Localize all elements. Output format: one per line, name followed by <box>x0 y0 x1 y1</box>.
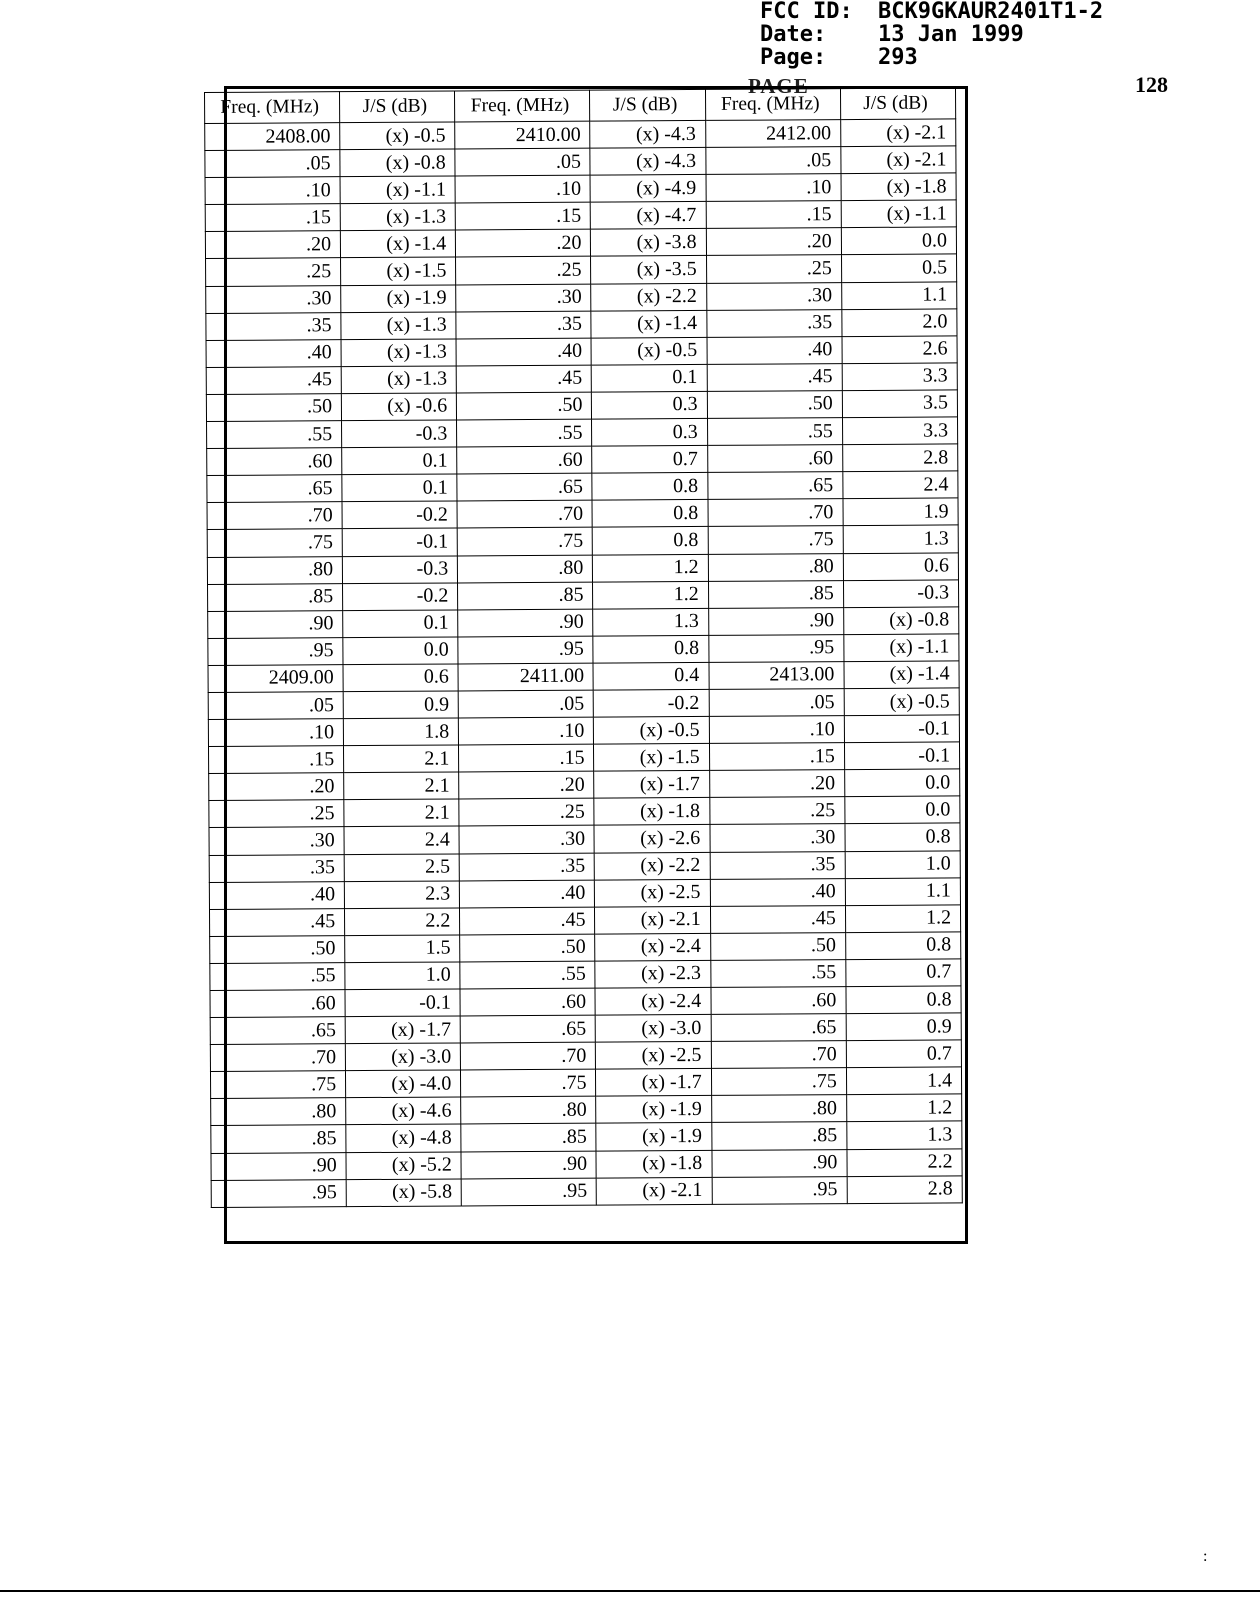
freq-cell: .25 <box>459 798 594 826</box>
freq-cell: .80 <box>458 555 593 583</box>
js-cell: (x) -1.3 <box>340 203 455 231</box>
freq-cell: .85 <box>708 580 843 608</box>
freq-cell: .55 <box>460 961 595 989</box>
freq-cell: 2411.00 <box>458 663 593 691</box>
bottom-rule <box>0 1590 1260 1592</box>
freq-cell: .30 <box>710 824 845 852</box>
freq-cell: .50 <box>210 935 345 963</box>
freq-cell: .40 <box>206 339 341 367</box>
freq-cell: .30 <box>459 826 594 854</box>
js-cell: 0.7 <box>846 959 961 987</box>
js-cell: 0.1 <box>342 447 457 475</box>
js-cell: 0.1 <box>592 364 707 392</box>
js-cell: (x) -4.3 <box>590 148 705 176</box>
freq-cell: .15 <box>208 746 343 774</box>
js-cell: (x) -2.1 <box>840 119 955 147</box>
freq-cell: .45 <box>710 905 845 933</box>
js-cell: (x) -1.1 <box>340 176 455 204</box>
js-cell: -0.2 <box>594 689 709 717</box>
freq-cell: .20 <box>209 773 344 801</box>
freq-cell: .55 <box>707 418 842 446</box>
freq-cell: .15 <box>706 201 841 229</box>
js-cell: (x) -1.4 <box>844 661 959 689</box>
freq-cell: .45 <box>209 908 344 936</box>
freq-cell: .65 <box>460 1015 595 1043</box>
freq-cell: .50 <box>457 392 592 420</box>
table-body <box>205 119 963 1207</box>
js-cell: (x) -2.2 <box>591 283 706 311</box>
js-cell: 0.8 <box>846 986 961 1014</box>
js-cell: (x) -1.8 <box>841 173 956 201</box>
freq-cell: .15 <box>709 743 844 771</box>
js-cell: -0.2 <box>342 501 457 529</box>
js-cell: (x) -3.0 <box>345 1043 460 1071</box>
fcc-id-row <box>760 0 1103 23</box>
freq-cell: .75 <box>461 1069 596 1097</box>
js-cell: 2.5 <box>344 853 459 881</box>
js-cell: 0.9 <box>846 1013 961 1041</box>
freq-cell: .50 <box>460 934 595 962</box>
freq-cell: .85 <box>711 1122 846 1150</box>
freq-cell: .95 <box>712 1176 847 1204</box>
js-cell: -0.1 <box>844 742 959 770</box>
js-frequency-table <box>204 87 963 1207</box>
freq-cell: .95 <box>461 1178 596 1206</box>
js-cell: -0.1 <box>844 715 959 743</box>
freq-cell: .80 <box>711 1095 846 1123</box>
freq-cell: .95 <box>211 1179 346 1207</box>
freq-cell: .95 <box>458 636 593 664</box>
js-cell: 0.5 <box>841 254 956 282</box>
table-header-row <box>205 88 956 124</box>
js-cell: 0.0 <box>343 637 458 665</box>
js-cell: 0.8 <box>593 635 708 663</box>
js-cell: 0.8 <box>593 527 708 555</box>
page-row <box>760 46 1103 69</box>
js-cell: (x) -2.3 <box>595 960 710 988</box>
column-header: J/S (dB) <box>590 89 705 121</box>
js-cell: 0.8 <box>845 823 960 851</box>
freq-cell: .45 <box>460 907 595 935</box>
js-cell: 1.4 <box>846 1067 961 1095</box>
page-value: 293 <box>878 45 918 70</box>
js-cell: 0.6 <box>343 664 458 692</box>
freq-cell: .30 <box>209 827 344 855</box>
js-cell: 0.1 <box>342 474 457 502</box>
js-cell: (x) -0.5 <box>591 337 706 365</box>
js-cell: 0.1 <box>343 610 458 638</box>
js-cell: 0.7 <box>846 1040 961 1068</box>
freq-cell: .80 <box>708 553 843 581</box>
js-cell: (x) -1.3 <box>341 312 456 340</box>
freq-cell: .45 <box>456 365 591 393</box>
js-cell: (x) -2.5 <box>595 879 710 907</box>
js-cell: (x) -2.1 <box>841 146 956 174</box>
freq-cell: .10 <box>459 717 594 745</box>
js-cell: 0.7 <box>592 446 707 474</box>
js-cell: (x) -1.5 <box>594 744 709 772</box>
fcc-id-label: FCC ID: <box>760 0 853 24</box>
freq-cell: .45 <box>206 367 341 395</box>
js-cell: 0.4 <box>593 662 708 690</box>
js-cell: (x) -3.5 <box>591 256 706 284</box>
js-cell: 2.8 <box>842 444 957 472</box>
freq-cell: .20 <box>205 231 340 259</box>
js-cell: 3.3 <box>842 363 957 391</box>
freq-cell: .50 <box>707 391 842 419</box>
freq-cell: .30 <box>456 284 591 312</box>
freq-cell: .25 <box>456 257 591 285</box>
js-cell: (x) -0.8 <box>340 149 455 177</box>
freq-cell: .35 <box>459 853 594 881</box>
freq-cell: .70 <box>461 1042 596 1070</box>
freq-cell: .35 <box>710 851 845 879</box>
js-cell: (x) -2.1 <box>595 906 710 934</box>
js-cell: (x) -5.8 <box>346 1179 461 1207</box>
freq-cell: 2412.00 <box>705 120 840 148</box>
js-cell: 2.0 <box>842 309 957 337</box>
freq-cell: .95 <box>708 634 843 662</box>
freq-cell: .40 <box>710 878 845 906</box>
page-stamp: PAGE <box>748 74 809 98</box>
js-cell: 1.8 <box>344 718 459 746</box>
freq-cell: 2409.00 <box>208 665 343 693</box>
freq-cell: .65 <box>207 475 342 503</box>
js-cell: (x) -1.9 <box>596 1123 711 1151</box>
freq-cell: .65 <box>210 1017 345 1045</box>
js-cell: (x) -4.9 <box>591 175 706 203</box>
js-cell: 0.8 <box>592 473 707 501</box>
page-label: Page: <box>760 45 827 70</box>
js-cell: 1.1 <box>841 281 956 309</box>
js-cell: (x) -1.9 <box>341 285 456 313</box>
freq-cell: .15 <box>455 202 590 230</box>
freq-cell: .75 <box>711 1068 846 1096</box>
column-header: J/S (dB) <box>840 88 955 120</box>
freq-cell: .60 <box>460 988 595 1016</box>
js-cell: -0.3 <box>342 420 457 448</box>
js-cell: (x) -0.8 <box>843 607 958 635</box>
freq-cell: .05 <box>205 150 340 178</box>
js-cell: 1.1 <box>845 878 960 906</box>
freq-cell: .15 <box>205 204 340 232</box>
freq-cell: .20 <box>456 230 591 258</box>
freq-cell: .35 <box>706 309 841 337</box>
js-cell: 1.2 <box>593 554 708 582</box>
js-cell: 1.0 <box>845 850 960 878</box>
freq-cell: .75 <box>457 528 592 556</box>
js-cell: 1.9 <box>843 498 958 526</box>
js-cell: (x) -1.7 <box>596 1069 711 1097</box>
freq-cell: .50 <box>710 932 845 960</box>
js-cell: 0.0 <box>841 227 956 255</box>
fcc-id-value: BCK9GKAUR2401T1-2 <box>878 0 1104 24</box>
freq-cell: .45 <box>707 363 842 391</box>
js-cell: 0.8 <box>845 932 960 960</box>
js-cell: 0.3 <box>592 418 707 446</box>
page-number: 128 <box>1135 72 1168 97</box>
freq-cell: .80 <box>207 556 342 584</box>
js-cell: 2.1 <box>344 799 459 827</box>
freq-cell: .30 <box>706 282 841 310</box>
freq-cell: 2410.00 <box>455 121 590 149</box>
freq-cell: .75 <box>207 529 342 557</box>
freq-cell: .60 <box>210 990 345 1018</box>
js-cell: 1.3 <box>843 525 958 553</box>
freq-cell: .95 <box>208 637 343 665</box>
js-cell: 0.9 <box>343 691 458 719</box>
column-header: Freq. (MHz) <box>455 90 590 122</box>
js-cell: 2.1 <box>344 772 459 800</box>
js-cell: (x) -2.2 <box>595 852 710 880</box>
freq-cell: .15 <box>459 744 594 772</box>
js-cell: (x) -1.4 <box>341 230 456 258</box>
js-cell: (x) -0.5 <box>340 122 455 150</box>
freq-cell: .55 <box>710 960 845 988</box>
js-cell: 0.3 <box>592 391 707 419</box>
js-cell: (x) -2.1 <box>597 1177 712 1205</box>
freq-cell: .70 <box>711 1041 846 1069</box>
js-cell: 1.2 <box>845 905 960 933</box>
freq-cell: .90 <box>708 607 843 635</box>
freq-cell: .40 <box>209 881 344 909</box>
freq-cell: .40 <box>456 338 591 366</box>
js-cell: 1.2 <box>846 1094 961 1122</box>
js-cell: (x) -1.1 <box>841 200 956 228</box>
freq-cell: .85 <box>211 1125 346 1153</box>
date-value: 13 Jan 1999 <box>878 22 1024 47</box>
js-cell: -0.3 <box>343 555 458 583</box>
js-cell: (x) -2.6 <box>594 825 709 853</box>
freq-cell: .20 <box>706 228 841 256</box>
js-cell: (x) -4.0 <box>346 1070 461 1098</box>
js-cell: (x) -0.5 <box>594 716 709 744</box>
js-cell: (x) -4.3 <box>590 120 705 148</box>
freq-cell: .35 <box>206 312 341 340</box>
freq-cell: .30 <box>206 285 341 313</box>
js-cell: -0.3 <box>843 579 958 607</box>
freq-cell: .05 <box>705 147 840 175</box>
js-cell: 2.8 <box>847 1176 962 1204</box>
freq-cell: .75 <box>708 526 843 554</box>
js-cell: 2.2 <box>847 1148 962 1176</box>
scan-mark: : <box>1203 1548 1208 1565</box>
js-cell: 0.6 <box>843 552 958 580</box>
freq-cell: .75 <box>210 1071 345 1099</box>
js-cell: 0.8 <box>592 500 707 528</box>
freq-cell: .10 <box>455 175 590 203</box>
js-cell: (x) -4.7 <box>591 202 706 230</box>
js-cell: -0.1 <box>345 989 460 1017</box>
freq-cell: .70 <box>210 1044 345 1072</box>
freq-cell: .50 <box>206 394 341 422</box>
freq-cell: .90 <box>211 1152 346 1180</box>
js-cell: (x) -2.4 <box>595 933 710 961</box>
js-cell: 0.0 <box>845 796 960 824</box>
js-cell: (x) -1.1 <box>844 634 959 662</box>
js-cell: (x) -1.3 <box>341 366 456 394</box>
js-cell: (x) -2.4 <box>595 987 710 1015</box>
js-cell: (x) -1.9 <box>596 1096 711 1124</box>
freq-cell: .90 <box>461 1151 596 1179</box>
freq-cell: .65 <box>457 473 592 501</box>
freq-cell: .05 <box>455 148 590 176</box>
js-cell: 0.0 <box>844 769 959 797</box>
freq-cell: .25 <box>709 797 844 825</box>
freq-cell: .10 <box>709 716 844 744</box>
js-cell: 2.6 <box>842 336 957 364</box>
js-cell: (x) -5.2 <box>346 1152 461 1180</box>
freq-cell: .25 <box>209 800 344 828</box>
freq-cell: .80 <box>211 1098 346 1126</box>
table-row <box>211 1176 962 1208</box>
freq-cell: .80 <box>461 1096 596 1124</box>
freq-cell: .65 <box>711 1014 846 1042</box>
freq-cell: .05 <box>458 690 593 718</box>
js-cell: (x) -1.7 <box>345 1016 460 1044</box>
freq-cell: .10 <box>205 177 340 205</box>
freq-cell: .85 <box>461 1124 596 1152</box>
freq-cell: .25 <box>206 258 341 286</box>
freq-cell: .85 <box>208 583 343 611</box>
js-cell: 1.0 <box>345 962 460 990</box>
freq-cell: .35 <box>456 311 591 339</box>
freq-cell: .40 <box>460 880 595 908</box>
freq-cell: .20 <box>709 770 844 798</box>
js-cell: 1.2 <box>593 581 708 609</box>
js-cell: (x) -4.8 <box>346 1124 461 1152</box>
freq-cell: 2408.00 <box>205 123 340 151</box>
freq-cell: .40 <box>707 336 842 364</box>
js-cell: 3.3 <box>842 417 957 445</box>
freq-cell: .25 <box>706 255 841 283</box>
js-cell: 1.3 <box>847 1121 962 1149</box>
js-cell: (x) -1.5 <box>341 257 456 285</box>
freq-cell: .90 <box>208 610 343 638</box>
js-cell: (x) -3.0 <box>596 1015 711 1043</box>
freq-cell: .05 <box>709 689 844 717</box>
freq-cell: .60 <box>457 446 592 474</box>
freq-cell: 2413.00 <box>709 661 844 689</box>
column-header: Freq. (MHz) <box>705 89 840 121</box>
freq-cell: .85 <box>458 582 593 610</box>
js-cell: (x) -2.5 <box>596 1042 711 1070</box>
js-cell: (x) -1.3 <box>341 339 456 367</box>
freq-cell: .70 <box>457 500 592 528</box>
freq-cell: .55 <box>210 963 345 991</box>
js-cell: -0.2 <box>343 583 458 611</box>
freq-cell: .55 <box>207 421 342 449</box>
freq-cell: .70 <box>207 502 342 530</box>
freq-cell: .35 <box>209 854 344 882</box>
freq-cell: .60 <box>707 445 842 473</box>
js-cell: (x) -1.7 <box>594 771 709 799</box>
js-cell: (x) -3.8 <box>591 229 706 257</box>
js-cell: (x) -1.8 <box>594 798 709 826</box>
freq-cell: .90 <box>458 609 593 637</box>
js-cell: 2.1 <box>344 745 459 773</box>
freq-cell: .60 <box>711 987 846 1015</box>
freq-cell: .10 <box>208 719 343 747</box>
js-cell: (x) -4.6 <box>346 1097 461 1125</box>
js-cell: 1.3 <box>593 608 708 636</box>
js-cell: 3.5 <box>842 390 957 418</box>
js-cell: 2.4 <box>843 471 958 499</box>
freq-cell: .65 <box>707 472 842 500</box>
js-cell: 2.3 <box>344 881 459 909</box>
fcc-header <box>760 0 1103 69</box>
js-cell: (x) -0.6 <box>342 393 457 421</box>
freq-cell: .20 <box>459 771 594 799</box>
js-cell: -0.1 <box>342 528 457 556</box>
js-cell: (x) -1.8 <box>596 1150 711 1178</box>
js-cell: 2.2 <box>345 908 460 936</box>
column-header: Freq. (MHz) <box>205 92 340 124</box>
freq-cell: .70 <box>708 499 843 527</box>
date-row <box>760 23 1103 46</box>
js-cell: 1.5 <box>345 935 460 963</box>
freq-cell: .60 <box>207 448 342 476</box>
js-cell: (x) -1.4 <box>591 310 706 338</box>
freq-cell: .90 <box>712 1149 847 1177</box>
column-header: J/S (dB) <box>340 91 455 123</box>
js-cell: 2.4 <box>344 826 459 854</box>
js-cell: (x) -0.5 <box>844 688 959 716</box>
freq-cell: .05 <box>208 692 343 720</box>
freq-cell: .10 <box>706 174 841 202</box>
freq-cell: .55 <box>457 419 592 447</box>
date-label: Date: <box>760 22 827 47</box>
